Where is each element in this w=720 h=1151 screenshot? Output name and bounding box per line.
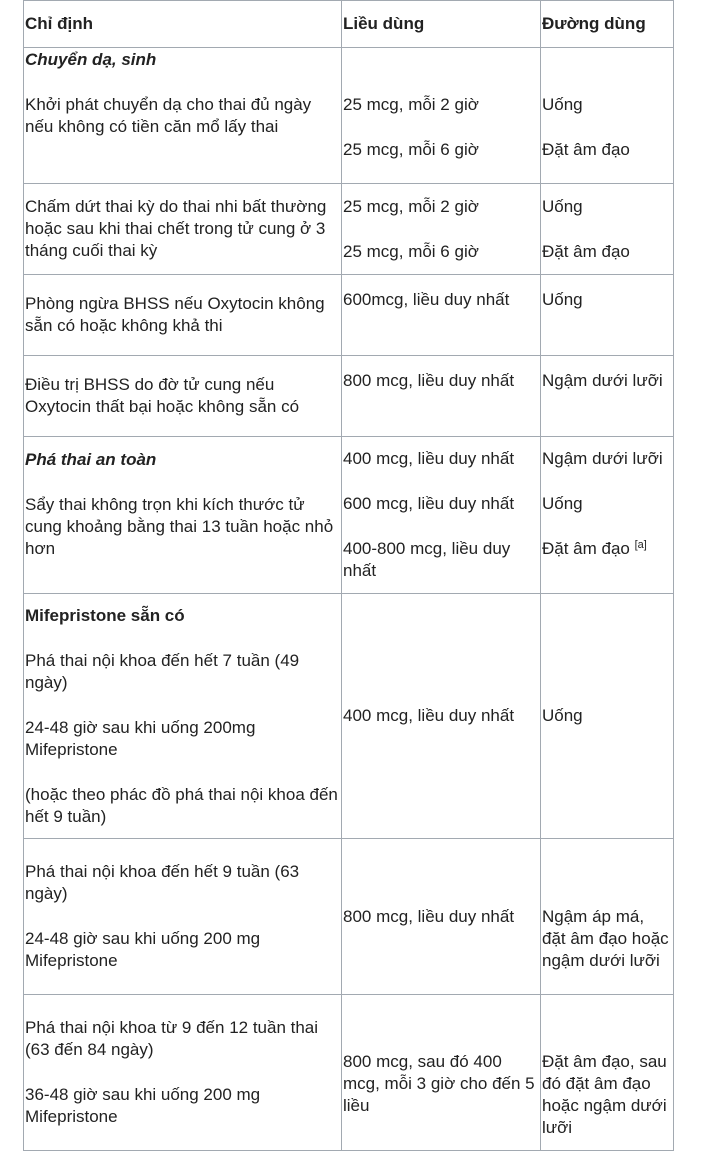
- dose-text: 25 mcg, mỗi 2 giờ: [343, 196, 479, 216]
- indication-text: 24-48 giờ sau khi uống 200 mg Mifepristone: [25, 929, 261, 970]
- route-text: Đặt âm đạo: [542, 241, 630, 261]
- indication-cell: [24, 184, 342, 275]
- footnote-ref[interactable]: [a]: [634, 539, 647, 551]
- route-text: Đặt âm đạo: [542, 139, 630, 159]
- spacer: [542, 560, 671, 582]
- table-row: [24, 48, 674, 184]
- header-row: [24, 1, 674, 48]
- indication-cell: [24, 839, 342, 995]
- table-row: [24, 356, 674, 437]
- indication-text: (hoặc theo phác đồ phá thai nội khoa đến hết 9 tuần): [25, 784, 338, 826]
- indication-cell: [24, 356, 342, 437]
- route-text: Uống: [542, 94, 583, 114]
- route-cell: [541, 48, 674, 184]
- dose-text: 400 mcg, liều duy nhất: [343, 449, 515, 468]
- dosage-table: [23, 0, 674, 1151]
- route-text: Ngậm dưới lưỡi: [542, 371, 663, 390]
- section-heading: Phá thai an toàn: [25, 449, 157, 469]
- route-cell: [541, 356, 674, 437]
- indication-text: 36-48 giờ sau khi uống 200 mg Mifepristone: [25, 1085, 261, 1126]
- route-text: Đặt âm đạo, sau đó đặt âm đạo hoặc ngậm dưới lưỡi: [542, 1051, 667, 1137]
- indication-cell: [24, 275, 342, 356]
- header-dose: Liều dùng: [342, 1, 541, 48]
- route-text: Uống: [542, 196, 583, 216]
- route-text: Uống: [542, 494, 583, 513]
- route-text: Ngậm dưới lưỡi: [542, 449, 663, 468]
- indication-cell: [24, 437, 342, 594]
- section-heading: Mifepristone sẵn có: [25, 605, 185, 625]
- dose-text: 25 mcg, mỗi 2 giờ: [343, 94, 479, 114]
- spacer: [25, 560, 339, 582]
- indication-cell: [24, 594, 342, 839]
- table-row: [24, 184, 674, 275]
- dose-text: 25 mcg, mỗi 6 giờ: [343, 241, 479, 261]
- route-cell: [541, 594, 674, 839]
- dose-text: 800 mcg, liều duy nhất: [343, 371, 515, 390]
- route-text: Uống: [542, 290, 583, 309]
- indication-text: Phòng ngừa BHSS nếu Oxytocin không sẵn có hoặc không khả thi: [25, 294, 325, 335]
- indication-text: Phá thai nội khoa đến hết 7 tuần (49 ngày): [25, 650, 300, 692]
- indication-cell: [24, 995, 342, 1151]
- table-row: [24, 275, 674, 356]
- dose-cell: [342, 437, 541, 594]
- table-row: [24, 437, 674, 594]
- dose-text: 800 mcg, sau đó 400 mcg, mỗi 3 giờ cho đến 5 liều: [343, 1051, 535, 1115]
- indication-text: Sẩy thai không trọn khi kích thước tử cung khoảng bằng thai 13 tuần hoặc nhỏ hơn: [25, 494, 334, 558]
- dose-text: 400-800 mcg, liều duy nhất: [343, 539, 511, 580]
- indication-text: Khởi phát chuyển dạ cho thai đủ ngày nếu không có tiền căn mổ lấy thai: [25, 94, 312, 136]
- dose-text: 600 mcg, liều duy nhất: [343, 494, 515, 513]
- dose-text: 800 mcg, liều duy nhất: [343, 906, 515, 926]
- dose-cell: [342, 995, 541, 1151]
- table-row: [24, 839, 674, 995]
- header-route: Đường dùng: [541, 1, 674, 48]
- dose-text: 25 mcg, mỗi 6 giờ: [343, 139, 479, 159]
- table-row: [24, 594, 674, 839]
- route-cell: [541, 995, 674, 1151]
- indication-text: Phá thai nội khoa từ 9 đến 12 tuần thai (63 đến 84 ngày): [25, 1018, 319, 1059]
- indication-cell: [24, 48, 342, 184]
- table-row: [24, 995, 674, 1151]
- route-cell: [541, 184, 674, 275]
- dose-cell: [342, 356, 541, 437]
- header-indication: Chỉ định: [24, 1, 342, 48]
- route-text: Uống: [542, 706, 583, 725]
- route-cell: [541, 839, 674, 995]
- dose-cell: [342, 184, 541, 275]
- route-text: [542, 538, 671, 560]
- dose-text: 400 mcg, liều duy nhất: [343, 706, 515, 725]
- dose-cell: [342, 594, 541, 839]
- route-cell: [541, 437, 674, 594]
- route-text: Ngậm áp má, đặt âm đạo hoặc ngậm dưới lưỡi: [542, 906, 669, 970]
- route-label: Đặt âm đạo: [542, 539, 630, 558]
- indication-text: Điều trị BHSS do đờ tử cung nếu Oxytocin thất bại hoặc không sẵn có: [25, 375, 300, 416]
- indication-text: Phá thai nội khoa đến hết 9 tuần (63 ngày): [25, 862, 300, 903]
- dose-cell: [342, 48, 541, 184]
- dose-cell: [342, 275, 541, 356]
- spacer: [25, 161, 339, 183]
- dose-text: 600mcg, liều duy nhất: [343, 290, 510, 309]
- indication-text: Chấm dứt thai kỳ do thai nhi bất thường hoặc sau khi thai chết trong tử cung ở 3 tháng cuối thai kỳ: [25, 197, 327, 260]
- section-heading: Chuyển dạ, sinh: [25, 49, 157, 69]
- indication-text: 24-48 giờ sau khi uống 200mg Mifepristone: [25, 717, 256, 759]
- dose-cell: [342, 839, 541, 995]
- route-cell: [541, 275, 674, 356]
